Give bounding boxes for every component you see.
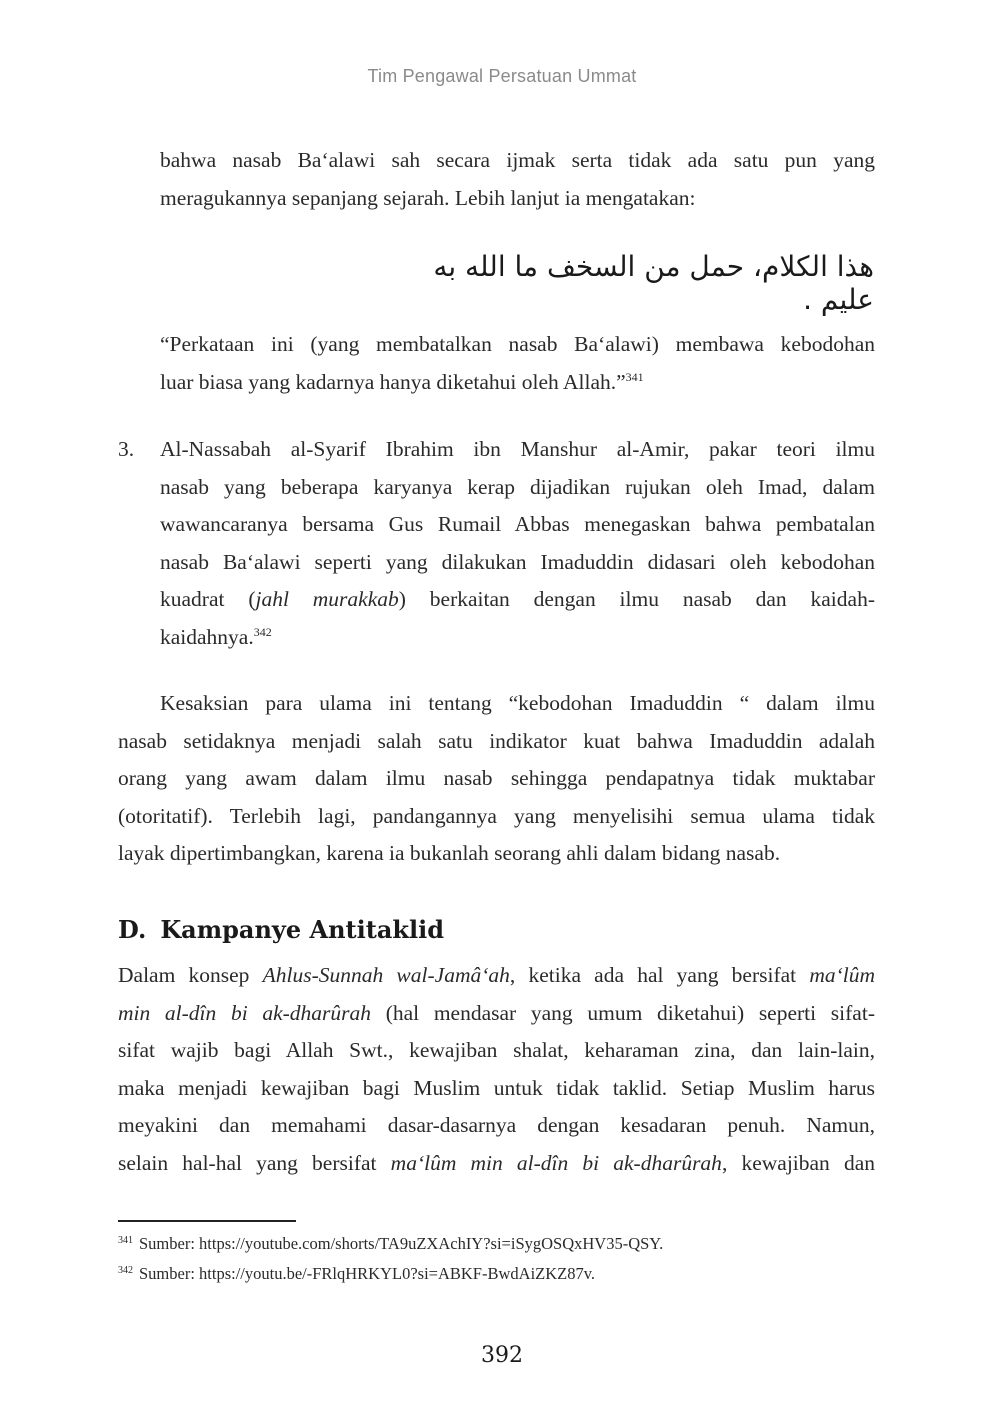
text-fragment: kaidahnya. [160, 624, 254, 649]
text-line: Al-Nassabah al-Syarif Ibrahim ibn Manshur al-Amir, pakar teori ilmu [160, 437, 875, 461]
text-line: nasab setidaknya menjadi salah satu indikator kuat bahwa Imaduddin adalah [118, 728, 875, 753]
italic-term: ma‘lûm [809, 963, 875, 987]
footnote-number: 341 [118, 1234, 133, 1246]
text-fragment: , ketika ada hal yang bersifat [509, 963, 810, 987]
text-line: nasab Ba‘alawi seperti yang dilakukan Imaduddin didasari oleh kebodohan [160, 549, 875, 574]
footnote-divider [118, 1220, 296, 1222]
footnote-342 [118, 1264, 595, 1284]
list-number: 3. [118, 437, 135, 461]
text-line: bahwa nasab Ba‘alawi sah secara ijmak serta tidak ada satu pun yang [160, 148, 875, 172]
footnote-number: 342 [118, 1264, 133, 1276]
text-line: wawancaranya bersama Gus Rumail Abbas menegaskan bahwa pembatalan [160, 512, 875, 536]
footnote-ref-342[interactable]: 342 [253, 624, 272, 639]
section-letter: D. [118, 915, 147, 944]
text-line: maka menjadi kewajiban bagi Muslim untuk tidak taklid. Setiap Muslim harus [118, 1075, 875, 1100]
footnote-ref-341[interactable]: 341 [625, 369, 644, 384]
text-line [160, 364, 875, 402]
arabic-quote: هذا الكلام، حمل من السخف ما الله به عليم . [433, 250, 874, 316]
text-line: sifat wajib bagi Allah Swt., kewajiban shalat, keharaman zina, dan lain-lain, [118, 1038, 875, 1062]
text-line: nasab yang beberapa karyanya kerap dijadikan rujukan oleh Imad, dalam [160, 474, 875, 499]
intro-paragraph [160, 142, 875, 217]
text-fragment: selain hal-hal yang bersifat [118, 1150, 391, 1175]
section-paragraph [118, 957, 875, 1182]
text-line [118, 1145, 875, 1183]
section-title: Kampanye Antitaklid [160, 915, 445, 944]
italic-term: ma‘lûm min al-dîn bi ak-dharûrah [390, 1150, 722, 1175]
section-heading [118, 915, 444, 944]
translation-quote [160, 326, 875, 401]
text-line [118, 995, 875, 1033]
text-line: meragukannya sepanjang sejarah. Lebih lanjut ia mengatakan: [160, 185, 696, 210]
text-fragment: ) berkaitan dengan ilmu nasab dan kaidah- [398, 587, 875, 611]
text-line [118, 957, 875, 995]
text-line: Kesaksian para ulama ini tentang “kebodohan Imaduddin “ dalam ilmu [160, 691, 875, 715]
text-fragment: , kewajiban dan [721, 1150, 875, 1175]
text-line: “Perkataan ini (yang membatalkan nasab Ba‘alawi) membawa kebodohan [160, 332, 875, 356]
footnote-text[interactable]: Sumber: https://youtube.com/shorts/TA9uZXAchIY?si=iSygOSQxHV35-QSY. [139, 1234, 664, 1253]
text-fragment: (hal mendasar yang umum diketahui) seperti sifat- [371, 1000, 875, 1025]
text-fragment: kuadrat ( [160, 587, 256, 611]
italic-term: jahl murakkab [255, 587, 399, 611]
footnote-341 [118, 1234, 663, 1254]
text-fragment: luar biasa yang kadarnya hanya diketahui oleh Allah.” [160, 369, 626, 394]
text-fragment: Dalam konsep [118, 963, 263, 987]
running-header: Tim Pengawal Persatuan Ummat [367, 66, 637, 86]
text-line: orang yang awam dalam ilmu nasab sehingga pendapatnya tidak muktabar [118, 766, 875, 790]
page-number: 392 [481, 1343, 523, 1368]
text-line: layak dipertimbangkan, karena ia bukanlah seorang ahli dalam bidang nasab. [118, 841, 781, 865]
text-line [160, 619, 875, 657]
text-line: meyakini dan memahami dasar-dasarnya dengan kesadaran penuh. Namun, [118, 1113, 875, 1137]
italic-term: min al-dîn bi ak-dharûrah [118, 1000, 372, 1025]
text-line [160, 581, 875, 619]
list-item-3 [160, 431, 875, 656]
italic-term: Ahlus-Sunnah wal-Jamâ‘ah [262, 963, 510, 987]
text-line: (otoritatif). Terlebih lagi, pandangannya yang menyelisihi semua ulama tidak [118, 803, 875, 828]
footnote-text[interactable]: Sumber: https://youtu.be/-FRlqHRKYL0?si=ABKF-BwdAiZKZ87v. [139, 1264, 596, 1283]
conclusion-paragraph [118, 685, 875, 873]
